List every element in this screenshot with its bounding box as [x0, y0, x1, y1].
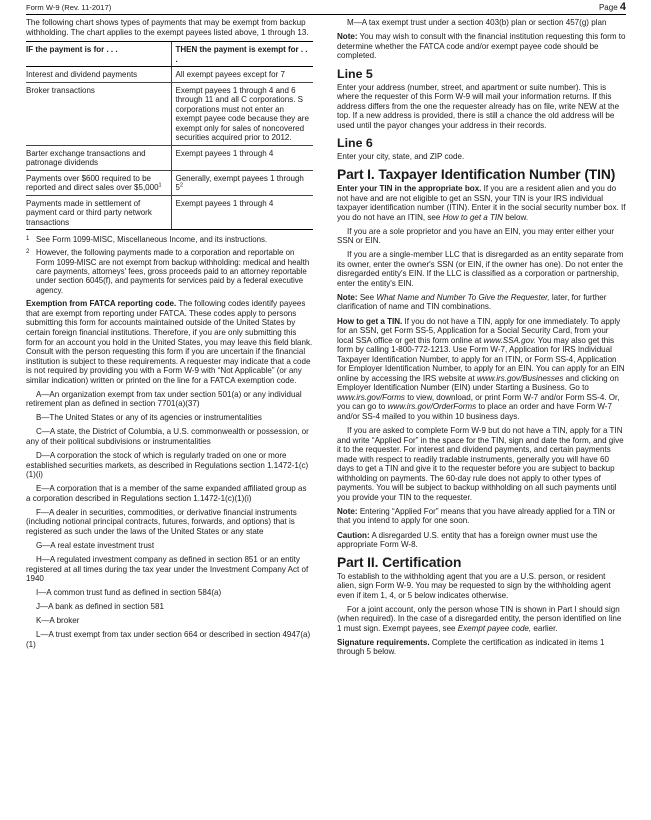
code-item: I—A common trust fund as defined in section 584(a) — [36, 588, 222, 598]
joint-account-paragraph: For a joint account, only the person whose TIN is shown in Part I should sign (when required). In the case of a disregarded entity, the person identified on line 1 must sign. Exempt payees, see Exempt payee code, earlier. — [337, 604, 622, 633]
table-cell-payment: Barter exchange transactions and patronage dividends — [26, 145, 171, 170]
note-fatca: Note: You may wish to consult with the financial institution requesting this form to determine whether the FATCA code and/or exempt payee code should be completed. — [337, 32, 626, 61]
table-row — [26, 195, 313, 230]
code-item: D—A corporation the stock of which is regularly traded on one or more established securities markets, as described in Regulations section 1.1472-1(c)(1)(i) — [26, 451, 309, 480]
page-number-label: Page 4 — [598, 1, 626, 13]
caution-paragraph: Caution: A disregarded U.S. entity that has a foreign owner must use the appropriate Form W-8. — [337, 530, 598, 550]
table-row — [26, 170, 313, 195]
applied-for-paragraph: If you are asked to complete Form W-9 but do not have a TIN, apply for a TIN and write “Applied For” in the space for the TIN, sign and date the form, and give it to the requester. For interest and dividend payments, and certain payments made with respect to readily tradable instruments, generally you will have 60 days to get a TIN and give it to the requester before you are subject to backup withholding on payments. The 60-day rule does not apply to other types of payments. You will be subject to backup withholding on all such payments until you provide your TIN to the requester. — [337, 426, 624, 502]
code-item: A—An organization exempt from tax under section 501(a) or any individual retirement plan as defined in section 7701(a)(37) — [26, 389, 302, 409]
page-number: 4 — [619, 1, 626, 13]
footnote-1: 1 See Form 1099-MISC, Miscellaneous Income, and its instructions. — [26, 235, 268, 245]
code-item: C—A state, the District of Columbia, a U.S. commonwealth or possession, or any of their political subdivisions or instrumentalities — [26, 427, 309, 446]
table-cell-exempt: Exempt payees 1 through 4 — [171, 195, 313, 230]
table-cell-payment: Payments made in settlement of payment card or third party network transactions — [26, 195, 171, 230]
ssa-link: www.SSA.gov. — [483, 335, 536, 345]
line5-body: Enter your address (number, street, and apartment or suite number). This is where the requester of this Form W-9 will mail your information returns. If this address differs from the one the requester already has on file, write NEW at the top. If a new address is provided, there is still a chance the old address will be used until the payor changes your address in their records. — [337, 82, 620, 130]
table-cell-exempt: Generally, exempt payees 1 through $5^2$ — [171, 170, 313, 195]
line5-heading: Line 5 — [337, 66, 373, 81]
sole-proprietor-paragraph: If you are a sole proprietor and you have an EIN, you may enter either your SSN or EIN. — [337, 226, 615, 246]
code-item: E—A corporation that is a member of the same expanded affiliated group as a corporation described in Regulations section 1.1472-1(c)(1)(i) — [26, 484, 307, 503]
exempt-payment-table — [26, 41, 313, 230]
table-cell-payment: Broker transactions — [26, 82, 171, 145]
table-row — [26, 145, 313, 170]
line6-heading: Line 6 — [337, 136, 373, 151]
table-header-exempt: THEN the payment is exempt for . . . — [171, 42, 313, 67]
llc-paragraph: If you are a single-member LLC that is disregarded as an entity separate from its owner, enter the owner's SSN (or EIN, if the owner has one). Do not enter the disregarded entity's EIN. If the LLC is classified as a corporation or partnership, enter the entity's EIN. — [337, 250, 624, 288]
irs-businesses-link: www.irs.gov/Businesses — [477, 373, 564, 383]
code-item: M—A tax exempt trust under a section 403(b) plan or section 457(g) plan — [347, 18, 607, 27]
right-column — [337, 18, 626, 657]
form-page — [26, 0, 626, 820]
form-name: Form W-9 (Rev. 11-2017) — [26, 3, 112, 12]
table-cell-exempt: Exempt payees 1 through 4 — [171, 145, 313, 170]
page-header — [26, 0, 626, 15]
table-cell-exempt: Exempt payees 1 through 4 and 6 through 11 and all C corporations. S corporations must not enter an exempt payee code because they are exempt only for sales of noncovered securities acquired prior to 2012. — [171, 82, 313, 145]
table-header-payment: IF the payment is for . . . — [26, 42, 171, 67]
code-item: F—A dealer in securities, commodities, or derivative financial instruments (including notional principal contracts, futures, forwards, and options) that is registered as such under the laws of the United States or any state — [26, 507, 297, 536]
chart-intro: The following chart shows types of payments that may be exempt from backup withholding. The chart applies to the exempt payees listed above, 1 through 13. — [26, 18, 309, 37]
how-to-get-tin-paragraph: How to get a TIN. If you do not have a TIN, apply for one immediately. To apply for an SSN, get Form SS-5, Application for a Social Security Card, from your local SSA office or get this form online at www.SSA.gov. You may also get this form by calling 1-800-772-1213. Use Form W-7, Application for IRS Individual Taxpayer Identification Number, to apply for an ITIN, or Form SS-4, Application for Employer Identification Number, to apply for an EIN. You can apply for an EIN online by accessing the IRS website at www.irs.gov/Businesses and clicking on Employer Identification Number (EIN) under Starting a Business. Go to www.irs.gov/Forms to view, download, or print Form W-7 and/or Form SS-4. Or, you can go to www.irs.gov/OrderForms to place an order and have Form W-7 and/or SS-4 mailed to you within 10 business days. — [337, 316, 625, 421]
fatca-paragraph: Exemption from FATCA reporting code. The following codes identify payees that are exempt from reporting under FATCA. These codes apply to persons submitting this form for accounts maintained outside of the United States by certain foreign financial institutions. Therefore, if you are only submitting this form for an account you hold in the United States, you may leave this field blank. Consult with the person requesting this form if you are uncertain if the financial institution is subject to these requirements. A requester may indicate that a code is not required by providing you with a Form W-9 with “Not Applicable” (or any similar indication) written or printed on the line for a FATCA exemption code. — [26, 299, 313, 385]
table-cell-payment: Interest and dividend payments — [26, 67, 171, 83]
table-header-row — [26, 42, 313, 67]
table-row — [26, 82, 313, 145]
code-item: L—A trust exempt from tax under section 664 or described in section 4947(a)(1) — [26, 630, 311, 649]
signature-requirements-paragraph: Signature requirements. Complete the certification as indicated in items 1 through 5 below. — [337, 637, 605, 657]
line6-body: Enter your city, state, and ZIP code. — [337, 152, 465, 162]
footnote-ref: 2 — [179, 182, 184, 189]
table-cell-payment: Payments over $600 required to be reported and direct sales over $5,000$^1$ — [26, 170, 171, 195]
part2-heading: Part II. Certification — [337, 554, 462, 570]
code-item: H—A regulated investment company as defined in section 851 or an entity registered at all times during the tax year under the Investment Company Act of 1940 — [26, 554, 309, 584]
note-applied-for: Note: Entering “Applied For” means that you have already applied for a TIN or that you intend to apply for one soon. — [337, 506, 616, 526]
table-cell-exempt: All exempt payees except for 7 — [171, 67, 313, 83]
table-row — [26, 67, 313, 83]
code-item: K—A broker — [36, 616, 80, 626]
code-item: G—A real estate investment trust — [36, 540, 155, 550]
irs-forms-link: www.irs.gov/Forms — [337, 392, 405, 402]
tin-paragraph: Enter your TIN in the appropriate box. If you are a resident alien and you do not have and are not eligible to get an SSN, your TIN is your IRS individual taxpayer identification number (ITIN). Enter it in the social security number box. If you do not have an ITIN, see How to get a TIN below. — [337, 183, 626, 222]
left-column — [26, 18, 313, 649]
footnote-ref: 1 — [158, 182, 162, 189]
certification-intro: To establish to the withholding agent that you are a U.S. person, or resident alien, sign Form W-9. You may be requested to sign by the withholding agent even if item 1, 4, or 5 below indicates otherwise. — [337, 571, 611, 600]
footnote-2: 2 However, the following payments made to a corporation and reportable on Form 1099-MISC are not exempt from backup withholding: medical and health care payments, attorneys' fees, gross proceeds paid to an attorney reportable under section 6045(f), and payments for services paid by a federal executive agency. — [26, 248, 310, 295]
code-item: B—The United States or any of its agencies or instrumentalities — [36, 413, 262, 423]
part1-heading: Part I. Taxpayer Identification Number (TIN) — [337, 166, 616, 182]
code-item: J—A bank as defined in section 581 — [36, 602, 164, 612]
note-name-number: Note: See What Name and Number To Give the Requester, later, for further clarification of name and TIN combinations. — [337, 292, 607, 312]
irs-orderforms-link: www.irs.gov/OrderForms — [387, 402, 477, 412]
